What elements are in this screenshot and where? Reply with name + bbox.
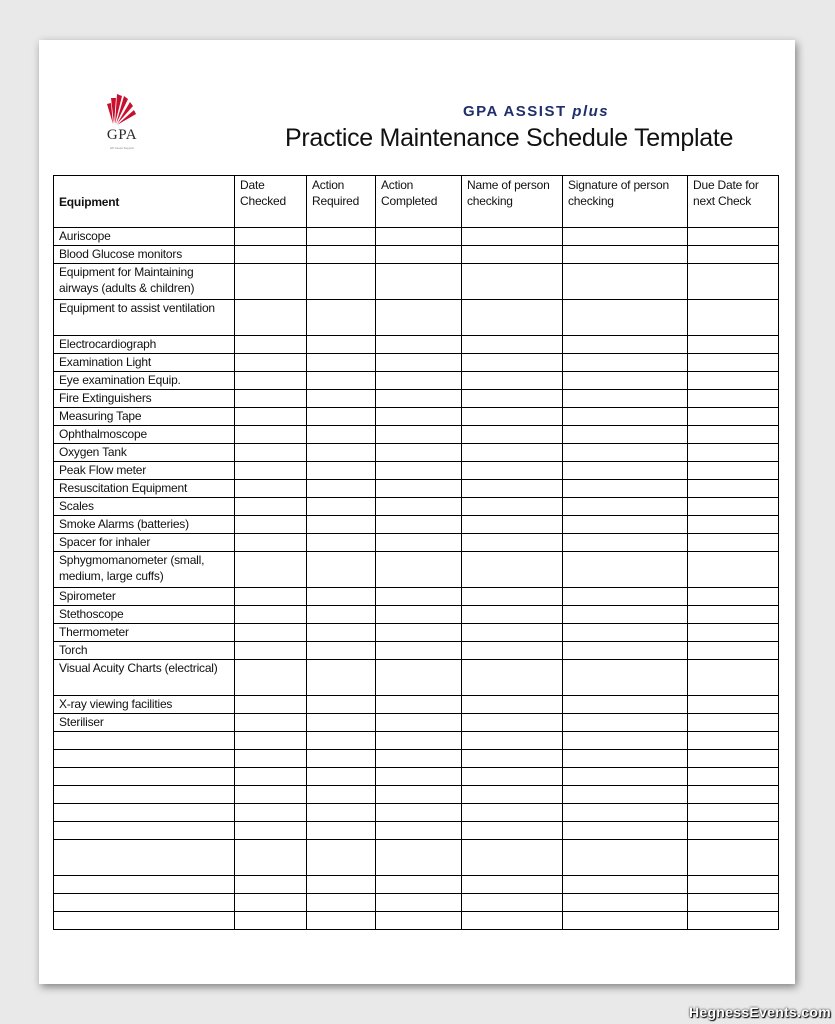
- col-header-due-date: Due Date for next Check: [688, 176, 779, 228]
- entry-cell: [307, 588, 376, 606]
- entry-cell: [688, 354, 779, 372]
- table-row: [54, 750, 779, 768]
- entry-cell: [307, 786, 376, 804]
- entry-cell: [688, 498, 779, 516]
- gpa-logo: [101, 90, 143, 154]
- equipment-cell: Eye examination Equip.: [54, 372, 235, 390]
- entry-cell: [688, 876, 779, 894]
- entry-cell: [688, 516, 779, 534]
- entry-cell: [563, 696, 688, 714]
- entry-cell: [688, 408, 779, 426]
- entry-cell: [376, 750, 462, 768]
- entry-cell: [235, 822, 307, 840]
- entry-cell: [462, 552, 563, 588]
- entry-cell: [563, 588, 688, 606]
- entry-cell: [563, 660, 688, 696]
- entry-cell: [563, 264, 688, 300]
- table-row: [54, 624, 779, 642]
- entry-cell: [235, 426, 307, 444]
- entry-cell: [307, 480, 376, 498]
- table-row: [54, 372, 779, 390]
- entry-cell: [462, 804, 563, 822]
- brand-text: GPA ASSIST: [463, 103, 567, 120]
- entry-cell: [235, 894, 307, 912]
- entry-cell: [376, 840, 462, 876]
- entry-cell: [462, 408, 563, 426]
- entry-cell: [563, 228, 688, 246]
- equipment-cell: Examination Light: [54, 354, 235, 372]
- col-header-equipment: Equipment: [54, 176, 235, 228]
- equipment-cell: Thermometer: [54, 624, 235, 642]
- entry-cell: [307, 642, 376, 660]
- entry-cell: [462, 912, 563, 930]
- entry-cell: [563, 876, 688, 894]
- equipment-cell: Equipment for Maintaining airways (adults & children): [54, 264, 235, 300]
- entry-cell: [235, 840, 307, 876]
- entry-cell: [235, 876, 307, 894]
- entry-cell: [462, 300, 563, 336]
- entry-cell: [688, 462, 779, 480]
- table-row: [54, 642, 779, 660]
- entry-cell: [307, 498, 376, 516]
- entry-cell: [563, 246, 688, 264]
- entry-cell: [462, 426, 563, 444]
- entry-cell: [235, 606, 307, 624]
- entry-cell: [462, 516, 563, 534]
- entry-cell: [462, 714, 563, 732]
- entry-cell: [462, 534, 563, 552]
- equipment-cell: Steriliser: [54, 714, 235, 732]
- entry-cell: [462, 498, 563, 516]
- entry-cell: [307, 912, 376, 930]
- entry-cell: [376, 516, 462, 534]
- entry-cell: [688, 480, 779, 498]
- entry-cell: [376, 768, 462, 786]
- entry-cell: [563, 354, 688, 372]
- entry-cell: [376, 642, 462, 660]
- brand-plus: plus: [572, 103, 610, 120]
- entry-cell: [376, 804, 462, 822]
- entry-cell: [235, 552, 307, 588]
- entry-cell: [563, 786, 688, 804]
- entry-cell: [376, 732, 462, 750]
- table-row: [54, 732, 779, 750]
- entry-cell: [376, 264, 462, 300]
- entry-cell: [376, 390, 462, 408]
- table-row: [54, 264, 779, 300]
- entry-cell: [307, 228, 376, 246]
- entry-cell: [376, 372, 462, 390]
- entry-cell: [462, 480, 563, 498]
- entry-cell: [462, 696, 563, 714]
- logo-text: GPA: [106, 127, 138, 143]
- equipment-cell: X-ray viewing facilities: [54, 696, 235, 714]
- table-row: [54, 876, 779, 894]
- entry-cell: [563, 804, 688, 822]
- entry-cell: [235, 768, 307, 786]
- entry-cell: [376, 228, 462, 246]
- entry-cell: [462, 264, 563, 300]
- table-row: [54, 822, 779, 840]
- entry-cell: [307, 660, 376, 696]
- equipment-cell: [54, 876, 235, 894]
- entry-cell: [235, 588, 307, 606]
- equipment-cell: [54, 732, 235, 750]
- entry-cell: [376, 696, 462, 714]
- entry-cell: [462, 588, 563, 606]
- entry-cell: [235, 624, 307, 642]
- equipment-cell: Stethoscope: [54, 606, 235, 624]
- table-row: [54, 912, 779, 930]
- table-row: [54, 714, 779, 732]
- entry-cell: [688, 444, 779, 462]
- table-row: [54, 534, 779, 552]
- fan-logo-icon: [105, 90, 139, 126]
- entry-cell: [376, 480, 462, 498]
- entry-cell: [307, 354, 376, 372]
- entry-cell: [376, 336, 462, 354]
- entry-cell: [376, 876, 462, 894]
- entry-cell: [307, 264, 376, 300]
- entry-cell: [688, 300, 779, 336]
- entry-cell: [688, 912, 779, 930]
- entry-cell: [563, 336, 688, 354]
- entry-cell: [376, 894, 462, 912]
- entry-cell: [563, 498, 688, 516]
- entry-cell: [235, 804, 307, 822]
- equipment-cell: Smoke Alarms (batteries): [54, 516, 235, 534]
- entry-cell: [563, 624, 688, 642]
- entry-cell: [307, 732, 376, 750]
- entry-cell: [688, 696, 779, 714]
- entry-cell: [688, 714, 779, 732]
- entry-cell: [688, 894, 779, 912]
- equipment-cell: [54, 786, 235, 804]
- equipment-cell: Equipment to assist ventilation: [54, 300, 235, 336]
- entry-cell: [462, 768, 563, 786]
- equipment-cell: [54, 804, 235, 822]
- entry-cell: [235, 732, 307, 750]
- col-header-signature: Signature of person checking: [563, 176, 688, 228]
- entry-cell: [462, 372, 563, 390]
- entry-cell: [235, 714, 307, 732]
- entry-cell: [307, 624, 376, 642]
- entry-cell: [307, 714, 376, 732]
- equipment-cell: Spacer for inhaler: [54, 534, 235, 552]
- entry-cell: [563, 732, 688, 750]
- entry-cell: [462, 786, 563, 804]
- col-header-action-required: Action Required: [307, 176, 376, 228]
- table-row: [54, 408, 779, 426]
- entry-cell: [235, 354, 307, 372]
- entry-cell: [688, 390, 779, 408]
- entry-cell: [376, 660, 462, 696]
- entry-cell: [307, 426, 376, 444]
- table-row: [54, 588, 779, 606]
- entry-cell: [563, 390, 688, 408]
- entry-cell: [376, 498, 462, 516]
- entry-cell: [563, 822, 688, 840]
- entry-cell: [688, 822, 779, 840]
- entry-cell: [688, 534, 779, 552]
- entry-cell: [376, 534, 462, 552]
- table-row: [54, 336, 779, 354]
- entry-cell: [563, 606, 688, 624]
- entry-cell: [307, 822, 376, 840]
- entry-cell: [462, 390, 563, 408]
- table-row: [54, 426, 779, 444]
- table-row: [54, 804, 779, 822]
- equipment-cell: Peak Flow meter: [54, 462, 235, 480]
- entry-cell: [462, 246, 563, 264]
- equipment-cell: [54, 840, 235, 876]
- equipment-cell: Spirometer: [54, 588, 235, 606]
- table-row: [54, 768, 779, 786]
- entry-cell: [462, 606, 563, 624]
- equipment-cell: [54, 750, 235, 768]
- entry-cell: [307, 876, 376, 894]
- entry-cell: [462, 642, 563, 660]
- entry-cell: [462, 444, 563, 462]
- entry-cell: [307, 804, 376, 822]
- entry-cell: [376, 714, 462, 732]
- entry-cell: [235, 390, 307, 408]
- entry-cell: [307, 552, 376, 588]
- equipment-cell: Blood Glucose monitors: [54, 246, 235, 264]
- entry-cell: [688, 768, 779, 786]
- document-page: [39, 40, 795, 984]
- equipment-cell: [54, 912, 235, 930]
- entry-cell: [462, 732, 563, 750]
- entry-cell: [235, 480, 307, 498]
- equipment-cell: Measuring Tape: [54, 408, 235, 426]
- equipment-cell: Auriscope: [54, 228, 235, 246]
- entry-cell: [235, 444, 307, 462]
- entry-cell: [688, 804, 779, 822]
- header-row: [54, 176, 779, 228]
- entry-cell: [563, 480, 688, 498]
- entry-cell: [563, 426, 688, 444]
- entry-cell: [563, 372, 688, 390]
- entry-cell: [688, 372, 779, 390]
- table-row: [54, 498, 779, 516]
- entry-cell: [563, 642, 688, 660]
- entry-cell: [235, 372, 307, 390]
- entry-cell: [688, 750, 779, 768]
- equipment-cell: Torch: [54, 642, 235, 660]
- entry-cell: [307, 894, 376, 912]
- entry-cell: [235, 264, 307, 300]
- watermark: HegnessEvents.com: [688, 1004, 831, 1020]
- entry-cell: [307, 372, 376, 390]
- entry-cell: [688, 264, 779, 300]
- equipment-cell: Fire Extinguishers: [54, 390, 235, 408]
- entry-cell: [235, 696, 307, 714]
- entry-cell: [688, 660, 779, 696]
- table-row: [54, 606, 779, 624]
- equipment-cell: Ophthalmoscope: [54, 426, 235, 444]
- entry-cell: [462, 354, 563, 372]
- entry-cell: [376, 588, 462, 606]
- table-row: [54, 480, 779, 498]
- equipment-cell: Oxygen Tank: [54, 444, 235, 462]
- entry-cell: [235, 336, 307, 354]
- entry-cell: [307, 768, 376, 786]
- entry-cell: [688, 732, 779, 750]
- entry-cell: [462, 624, 563, 642]
- entry-cell: [563, 534, 688, 552]
- entry-cell: [563, 894, 688, 912]
- entry-cell: [462, 660, 563, 696]
- entry-cell: [376, 462, 462, 480]
- entry-cell: [688, 588, 779, 606]
- entry-cell: [376, 444, 462, 462]
- entry-cell: [235, 912, 307, 930]
- entry-cell: [563, 408, 688, 426]
- entry-cell: [235, 786, 307, 804]
- table-row: [54, 696, 779, 714]
- table-row: [54, 246, 779, 264]
- entry-cell: [235, 462, 307, 480]
- entry-cell: [235, 228, 307, 246]
- entry-cell: [688, 552, 779, 588]
- entry-cell: [307, 462, 376, 480]
- table-row: [54, 228, 779, 246]
- logo-subtext: GP Assist Support: [109, 146, 135, 150]
- entry-cell: [235, 660, 307, 696]
- entry-cell: [307, 408, 376, 426]
- entry-cell: [307, 390, 376, 408]
- entry-cell: [376, 822, 462, 840]
- table-row: [54, 552, 779, 588]
- entry-cell: [307, 840, 376, 876]
- entry-cell: [376, 786, 462, 804]
- entry-cell: [563, 552, 688, 588]
- entry-cell: [376, 354, 462, 372]
- entry-cell: [688, 840, 779, 876]
- table-row: [54, 894, 779, 912]
- entry-cell: [462, 894, 563, 912]
- table-row: [54, 354, 779, 372]
- entry-cell: [376, 912, 462, 930]
- entry-cell: [563, 768, 688, 786]
- table-row: [54, 840, 779, 876]
- entry-cell: [235, 408, 307, 426]
- entry-cell: [376, 606, 462, 624]
- entry-cell: [235, 300, 307, 336]
- entry-cell: [462, 840, 563, 876]
- entry-cell: [688, 786, 779, 804]
- entry-cell: [688, 228, 779, 246]
- table-row: [54, 390, 779, 408]
- entry-cell: [307, 606, 376, 624]
- table-row: [54, 516, 779, 534]
- brand-name: [463, 103, 609, 120]
- table-row: [54, 300, 779, 336]
- entry-cell: [235, 498, 307, 516]
- entry-cell: [376, 408, 462, 426]
- entry-cell: [563, 714, 688, 732]
- entry-cell: [307, 696, 376, 714]
- entry-cell: [688, 426, 779, 444]
- equipment-cell: Resuscitation Equipment: [54, 480, 235, 498]
- equipment-cell: Visual Acuity Charts (electrical): [54, 660, 235, 696]
- entry-cell: [688, 336, 779, 354]
- equipment-cell: [54, 894, 235, 912]
- entry-cell: [462, 876, 563, 894]
- entry-cell: [235, 534, 307, 552]
- entry-cell: [688, 624, 779, 642]
- entry-cell: [563, 750, 688, 768]
- entry-cell: [563, 840, 688, 876]
- entry-cell: [376, 426, 462, 444]
- entry-cell: [307, 246, 376, 264]
- page-title: Practice Maintenance Schedule Template: [285, 124, 734, 152]
- table-row: [54, 462, 779, 480]
- entry-cell: [462, 462, 563, 480]
- equipment-cell: Scales: [54, 498, 235, 516]
- entry-cell: [462, 228, 563, 246]
- entry-cell: [235, 516, 307, 534]
- table-row: [54, 786, 779, 804]
- entry-cell: [376, 624, 462, 642]
- entry-cell: [376, 246, 462, 264]
- entry-cell: [563, 912, 688, 930]
- entry-cell: [376, 300, 462, 336]
- entry-cell: [563, 516, 688, 534]
- entry-cell: [235, 750, 307, 768]
- entry-cell: [563, 444, 688, 462]
- entry-cell: [462, 750, 563, 768]
- maintenance-schedule-table: [53, 175, 779, 930]
- col-header-name-of-person: Name of person checking: [462, 176, 563, 228]
- col-header-action-completed: Action Completed: [376, 176, 462, 228]
- entry-cell: [307, 750, 376, 768]
- entry-cell: [376, 552, 462, 588]
- entry-cell: [688, 642, 779, 660]
- entry-cell: [688, 606, 779, 624]
- entry-cell: [307, 516, 376, 534]
- equipment-cell: [54, 822, 235, 840]
- equipment-cell: Sphygmomanometer (small, medium, large cuffs): [54, 552, 235, 588]
- table-row: [54, 660, 779, 696]
- entry-cell: [235, 246, 307, 264]
- table-row: [54, 444, 779, 462]
- entry-cell: [462, 822, 563, 840]
- entry-cell: [307, 336, 376, 354]
- entry-cell: [688, 246, 779, 264]
- entry-cell: [563, 300, 688, 336]
- entry-cell: [462, 336, 563, 354]
- entry-cell: [307, 444, 376, 462]
- equipment-cell: Electrocardiograph: [54, 336, 235, 354]
- entry-cell: [563, 462, 688, 480]
- entry-cell: [307, 300, 376, 336]
- col-header-date-checked: Date Checked: [235, 176, 307, 228]
- equipment-cell: [54, 768, 235, 786]
- entry-cell: [235, 642, 307, 660]
- entry-cell: [307, 534, 376, 552]
